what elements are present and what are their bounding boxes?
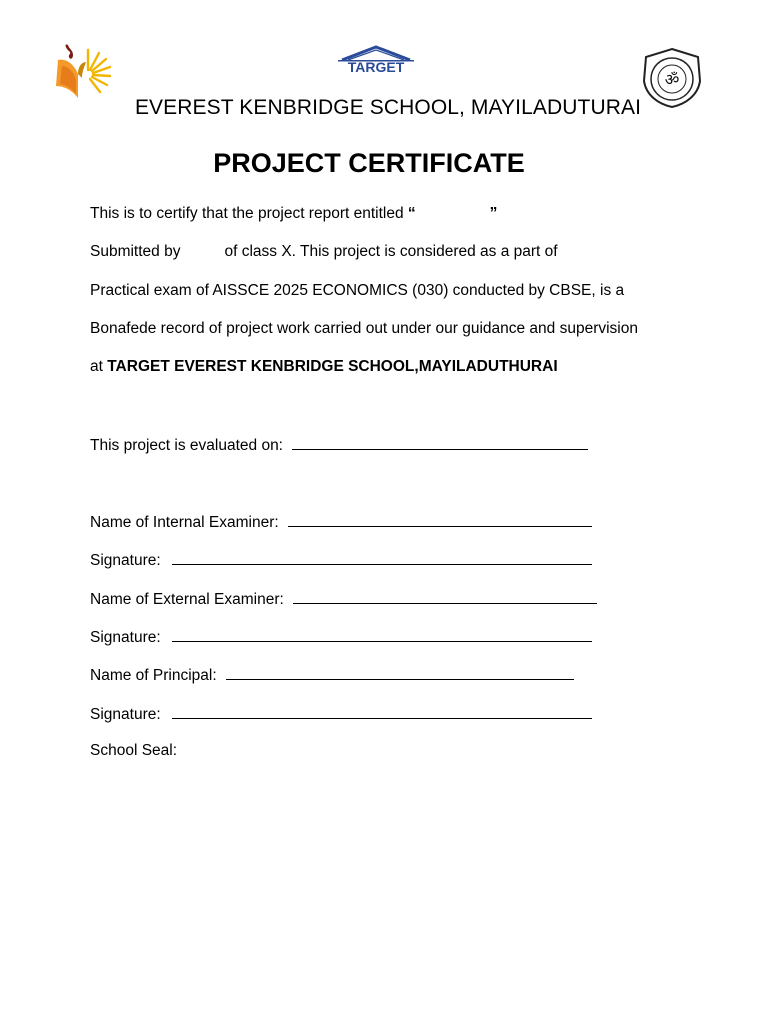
principal-blank[interactable] (226, 665, 574, 680)
evaluated-on-label: This project is evaluated on: (90, 437, 283, 454)
internal-examiner-label: Name of Internal Examiner: (90, 514, 279, 531)
open-quote: “ (407, 205, 416, 222)
school-seal-row (90, 742, 177, 760)
signature-1-blank[interactable] (172, 550, 592, 565)
target-logo-icon (330, 45, 422, 75)
submitted-by-label: Submitted by (90, 243, 181, 260)
close-quote: ” (489, 205, 498, 222)
signature-2-label: Signature: (90, 629, 161, 646)
signature-3-blank[interactable] (172, 704, 592, 719)
school-book-logo-icon (52, 44, 112, 102)
signature-3-row (90, 704, 592, 724)
external-examiner-blank[interactable] (293, 589, 597, 604)
class-text: of class X. This project is considered as a part of (224, 243, 558, 260)
svg-text:ॐ: ॐ (664, 70, 680, 89)
school-seal-label: School Seal: (90, 742, 178, 759)
internal-examiner-blank[interactable] (288, 512, 592, 527)
signature-2-blank[interactable] (172, 627, 592, 642)
submitted-by-line (90, 243, 558, 261)
certify-text: This is to certify that the project report entitled (90, 205, 408, 222)
signature-3-label: Signature: (90, 706, 161, 723)
external-examiner-row (90, 589, 597, 609)
practical-exam-line: Practical exam of AISSCE 2025 ECONOMICS (030) conducted by CBSE, is a (90, 282, 625, 299)
certificate-title: PROJECT CERTIFICATE (213, 148, 525, 178)
external-examiner-label: Name of External Examiner: (90, 591, 284, 608)
evaluated-on-blank[interactable] (292, 435, 588, 450)
internal-examiner-row (90, 512, 592, 532)
school-at-line (90, 358, 558, 376)
principal-row (90, 665, 574, 685)
certify-line (90, 205, 497, 223)
signature-2-row (90, 627, 592, 647)
bonafide-line: Bonafede record of project work carried out under our guidance and supervision (90, 320, 638, 337)
at-text: at (90, 358, 108, 375)
school-name-heading: EVEREST KENBRIDGE SCHOOL, MAYILADUTURAI (134, 96, 642, 119)
target-logo-text: TARGET (347, 59, 405, 75)
signature-1-row (90, 550, 592, 570)
school-name-bold: TARGET EVEREST KENBRIDGE SCHOOL,MAYILADUTHURAI (107, 358, 558, 375)
signature-1-label: Signature: (90, 552, 161, 569)
principal-label: Name of Principal: (90, 667, 217, 684)
evaluated-on-row (90, 435, 588, 455)
